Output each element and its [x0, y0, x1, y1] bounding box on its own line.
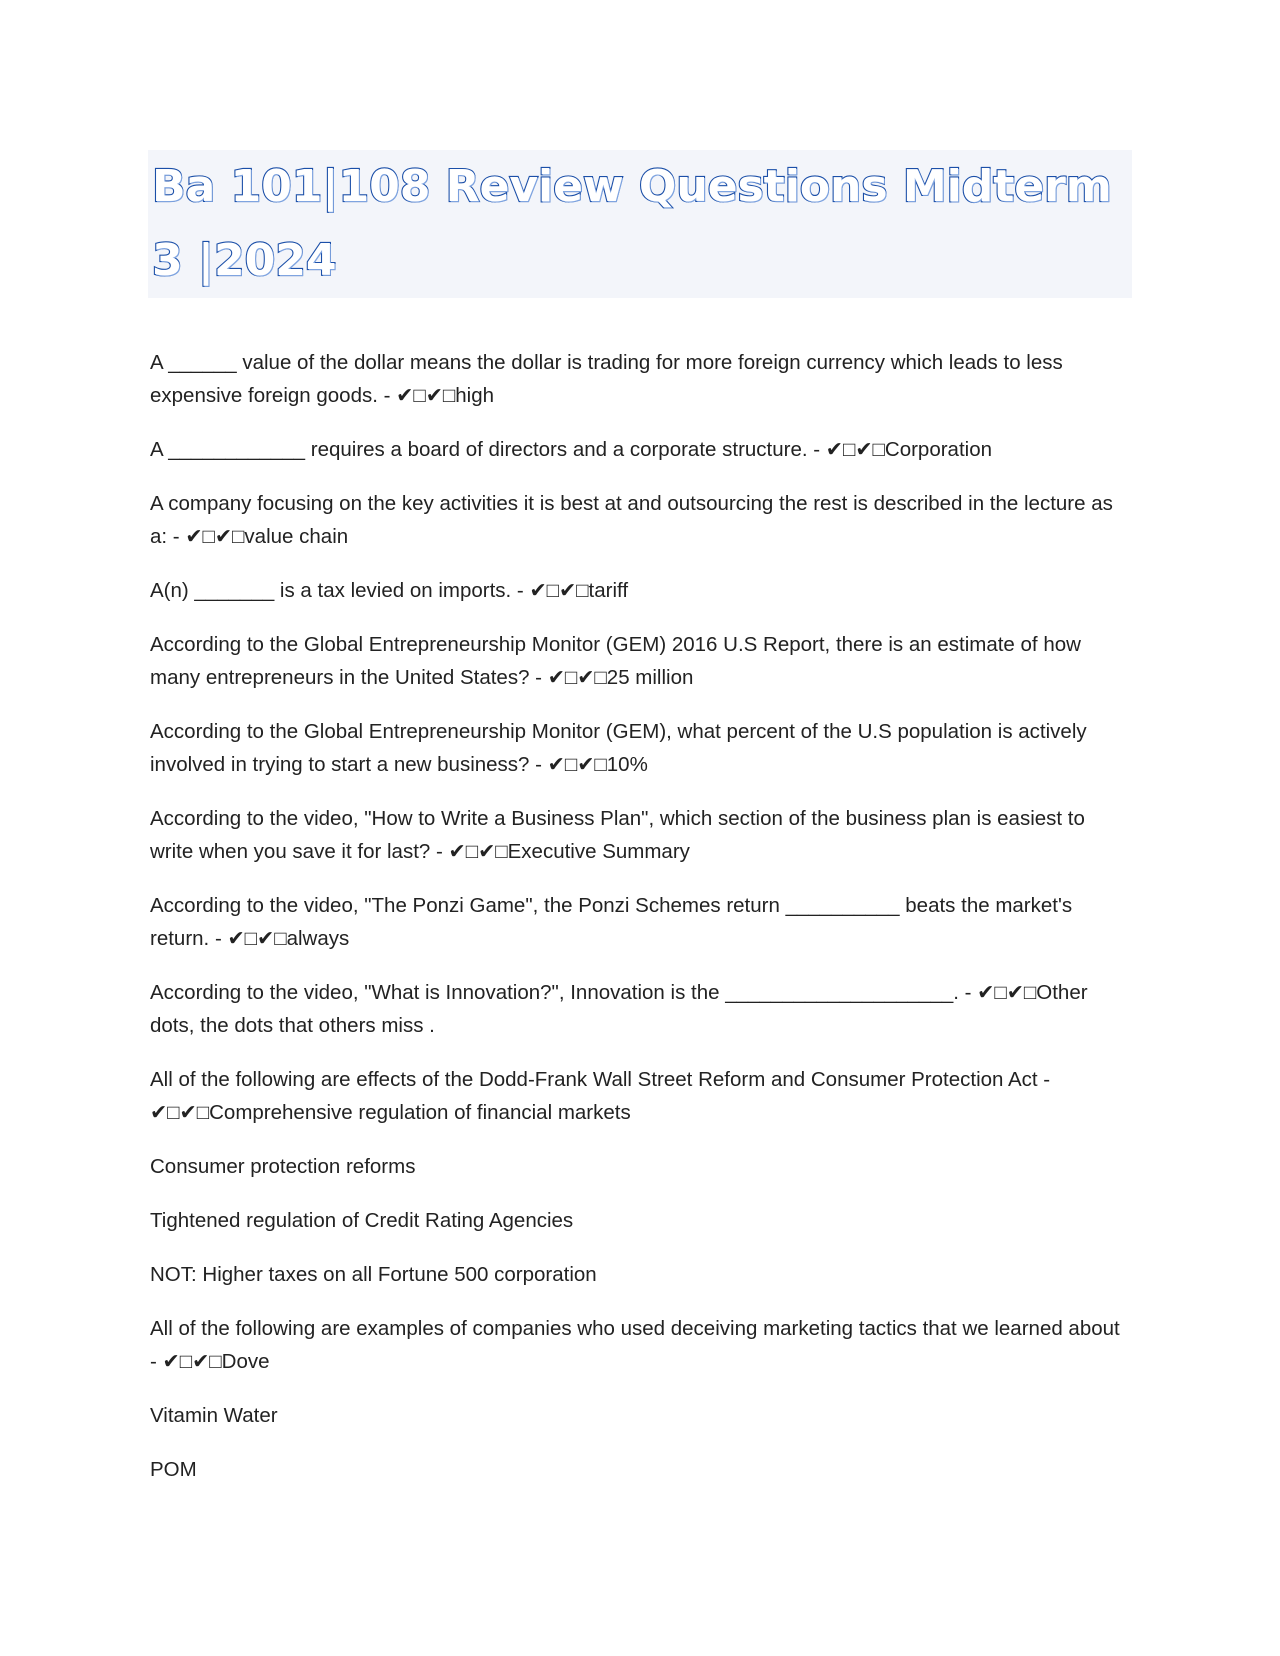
question-entry: According to the Global Entrepreneurship Monitor (GEM), what percent of the U.S population is actively involved in trying to start a new business? - ✔□✔□10% [150, 720, 1087, 776]
question-entry: According to the video, "What is Innovation?", Innovation is the ____________________. - ✔□✔□Other dots, the dots that others miss . [150, 981, 1088, 1037]
question-entry: A ____________ requires a board of directors and a corporate structure. - ✔□✔□Corporation [150, 438, 993, 461]
document-title: Ba 101|108 Review Questions Midterm 3 |2024 [152, 161, 1112, 286]
question-entry: A ______ value of the dollar means the dollar is trading for more foreign currency which leads to less expensive foreign goods. - ✔□✔□high [150, 351, 1063, 407]
question-entry: According to the video, "How to Write a Business Plan", which section of the business plan is easiest to write when you save it for last? - ✔□✔□Executive Summary [150, 807, 1085, 863]
question-entry: All of the following are effects of the Dodd-Frank Wall Street Reform and Consumer Protection Act - ✔□✔□Comprehensive regulation of financial markets [150, 1068, 1051, 1124]
title-banner [148, 150, 1132, 298]
question-entry: According to the video, "The Ponzi Game", the Ponzi Schemes return __________ beats the market's return. - ✔□✔□always [150, 894, 1073, 950]
question-entry: All of the following are examples of companies who used deceiving marketing tactics that we learned about - ✔□✔□Dove [150, 1317, 1120, 1373]
question-entry: A(n) _______ is a tax levied on imports. - ✔□✔□tariff [150, 579, 629, 602]
answer-continuation: Tightened regulation of Credit Rating Agencies [150, 1209, 574, 1232]
answer-continuation: NOT: Higher taxes on all Fortune 500 corporation [150, 1263, 597, 1286]
question-list [150, 346, 1130, 1507]
answer-continuation: POM [150, 1458, 197, 1481]
answer-continuation: Consumer protection reforms [150, 1155, 416, 1178]
question-entry: According to the Global Entrepreneurship Monitor (GEM) 2016 U.S Report, there is an estimate of how many entrepreneurs in the United States? - ✔□✔□25 million [150, 633, 1081, 689]
answer-continuation: Vitamin Water [150, 1404, 278, 1427]
question-entry: A company focusing on the key activities it is best at and outsourcing the rest is described in the lecture as a: - ✔□✔□value chain [150, 492, 1113, 548]
